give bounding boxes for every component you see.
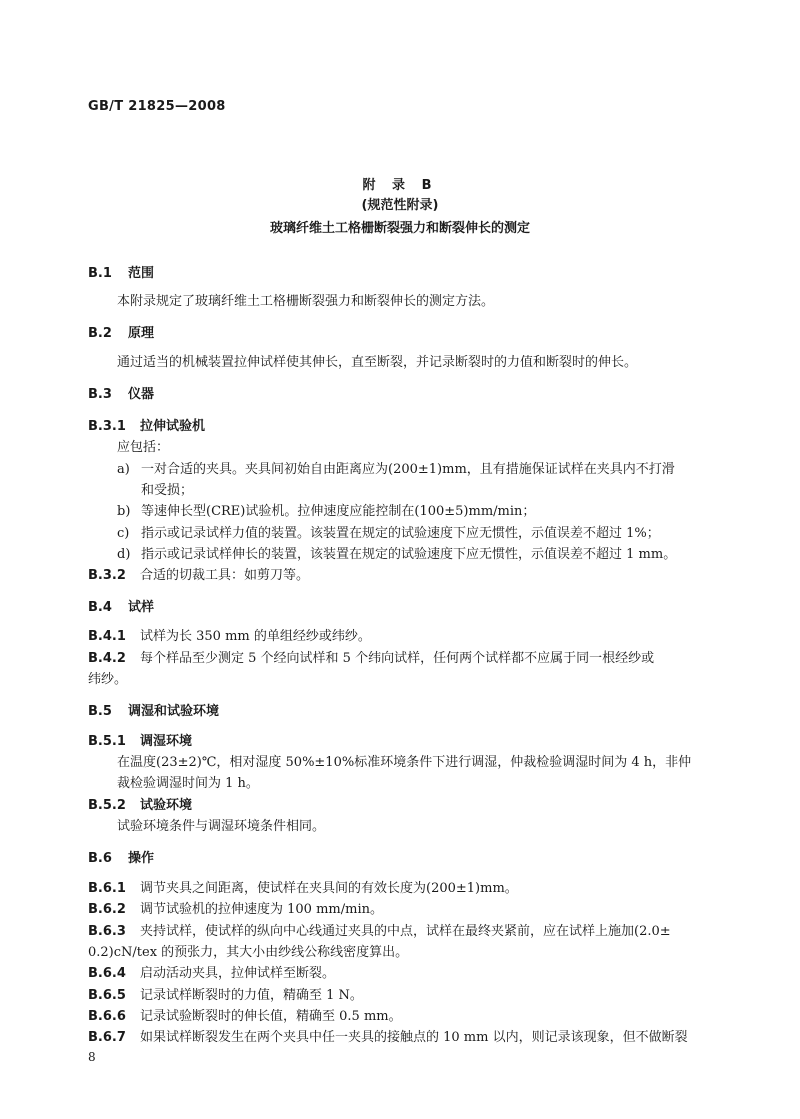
clause-b51-text: 在温度(23±2)℃，相对湿度 50%±10%标准环境条件下进行调湿，仲裁检验调湿时间为 4 h，非仲 <box>117 755 692 770</box>
clause-b31-intro: 应包括： <box>117 440 170 455</box>
clause-b51-heading <box>88 730 720 749</box>
list-item-d <box>117 543 717 562</box>
appendix-heading: 玻璃纤维土工格栅断裂强力和断裂伸长的测定 <box>269 221 530 236</box>
clause-b32 <box>88 564 720 583</box>
clause-b41 <box>88 625 720 644</box>
clause-title: 试验环境 <box>140 798 193 813</box>
list-item-a <box>117 458 717 477</box>
clause-title: 调湿环境 <box>140 734 193 749</box>
page-number: 8 <box>88 1050 96 1064</box>
section-number: B.2 <box>88 326 112 341</box>
section-title: 原理 <box>128 326 155 341</box>
clause-b42-continued: 纬纱。 <box>88 672 128 687</box>
clause-b52-text: 试验环境条件与调湿环境条件相同。 <box>117 819 326 834</box>
section-title: 范围 <box>128 266 155 281</box>
clause-b63-continued: 0.2)cN/tex 的预张力，其大小由纱线公称线密度算出。 <box>88 945 409 960</box>
section-b2-heading <box>88 322 720 341</box>
clause-number: B.3.2 <box>88 568 126 583</box>
appendix-title: 附 录 B <box>362 178 438 193</box>
list-label: c) <box>117 526 130 541</box>
clause-b64 <box>88 962 720 981</box>
clause-number: B.6.7 <box>88 1030 126 1045</box>
section-b1-text: 本附录规定了玻璃纤维土工格栅断裂强力和断裂伸长的测定方法。 <box>117 294 495 309</box>
clause-text: 调节夹具之间距离，使试样在夹具间的有效长度为(200±1)mm。 <box>140 881 518 896</box>
clause-b51-text-continued: 裁检验调湿时间为 1 h。 <box>117 776 259 791</box>
clause-b31-heading <box>88 415 720 434</box>
list-item-b <box>117 500 717 519</box>
list-text: 等速伸长型(CRE)试验机。拉伸速度应能控制在(100±5)mm/min； <box>141 504 536 519</box>
list-label: b) <box>117 504 131 519</box>
clause-number: B.6.6 <box>88 1009 126 1024</box>
clause-b65 <box>88 984 720 1003</box>
clause-text: 记录试验断裂时的伸长值，精确至 0.5 mm。 <box>140 1009 402 1024</box>
section-number: B.5 <box>88 704 112 719</box>
section-b2-text: 通过适当的机械装置拉伸试样使其伸长，直至断裂，并记录断裂时的力值和断裂时的伸长。 <box>117 355 638 370</box>
clause-number: B.5.1 <box>88 734 126 749</box>
clause-title: 拉伸试验机 <box>140 419 206 434</box>
clause-number: B.3.1 <box>88 419 126 434</box>
list-label: d) <box>117 547 131 562</box>
section-b1-heading <box>88 262 720 281</box>
clause-number: B.6.2 <box>88 902 126 917</box>
clause-number: B.4.1 <box>88 629 126 644</box>
section-b5-heading <box>88 700 720 719</box>
clause-number: B.4.2 <box>88 651 126 666</box>
list-text: 一对合适的夹具。夹具间初始自由距离应为(200±1)mm，且有措施保证试样在夹具内不打滑 <box>141 462 675 477</box>
list-label: a) <box>117 462 130 477</box>
clause-text: 试样为长 350 mm 的单组经纱或纬纱。 <box>140 629 371 644</box>
section-b3-heading <box>88 383 720 402</box>
clause-number: B.6.3 <box>88 924 126 939</box>
list-item-a-continued: 和受损； <box>141 483 194 498</box>
clause-text: 夹持试样，使试样的纵向中心线通过夹具的中点，试样在最终夹紧前，应在试样上施加(2.0± <box>140 924 671 939</box>
list-text: 指示或记录试样力值的装置。该装置在规定的试验速度下应无惯性，示值误差不超过 1%； <box>141 526 660 541</box>
section-number: B.4 <box>88 600 112 615</box>
clause-b61 <box>88 877 720 896</box>
appendix-subtitle: (规范性附录) <box>361 198 439 213</box>
clause-b66 <box>88 1005 720 1024</box>
list-item-c <box>117 522 717 541</box>
section-number: B.6 <box>88 851 112 866</box>
clause-b42 <box>88 647 720 666</box>
section-title: 操作 <box>128 851 155 866</box>
clause-text: 记录试样断裂时的力值，精确至 1 N。 <box>140 988 363 1003</box>
clause-b67 <box>88 1026 720 1045</box>
clause-b63 <box>88 920 720 939</box>
section-number: B.3 <box>88 387 112 402</box>
clause-b62 <box>88 898 720 917</box>
clause-text: 每个样品至少测定 5 个经向试样和 5 个纬向试样，任何两个试样都不应属于同一根经纱或 <box>140 651 655 666</box>
section-title: 仪器 <box>128 387 155 402</box>
section-b6-heading <box>88 847 720 866</box>
clause-text: 启动活动夹具，拉伸试样至断裂。 <box>140 966 336 981</box>
section-title: 调湿和试验环境 <box>128 704 220 719</box>
clause-text: 调节试验机的拉伸速度为 100 mm/min。 <box>140 902 383 917</box>
clause-number: B.6.1 <box>88 881 126 896</box>
clause-number: B.5.2 <box>88 798 126 813</box>
clause-text: 如果试样断裂发生在两个夹具中任一夹具的接触点的 10 mm 以内，则记录该现象，但不做断裂 <box>140 1030 688 1045</box>
section-b4-heading <box>88 596 720 615</box>
standard-number-header: GB/T 21825—2008 <box>88 99 226 114</box>
section-number: B.1 <box>88 266 112 281</box>
clause-number: B.6.4 <box>88 966 126 981</box>
section-title: 试样 <box>128 600 155 615</box>
list-text: 指示或记录试样伸长的装置，该装置在规定的试验速度下应无惯性，示值误差不超过 1 mm。 <box>141 547 677 562</box>
clause-number: B.6.5 <box>88 988 126 1003</box>
clause-text: 合适的切裁工具：如剪刀等。 <box>140 568 310 583</box>
clause-b52-heading <box>88 794 720 813</box>
